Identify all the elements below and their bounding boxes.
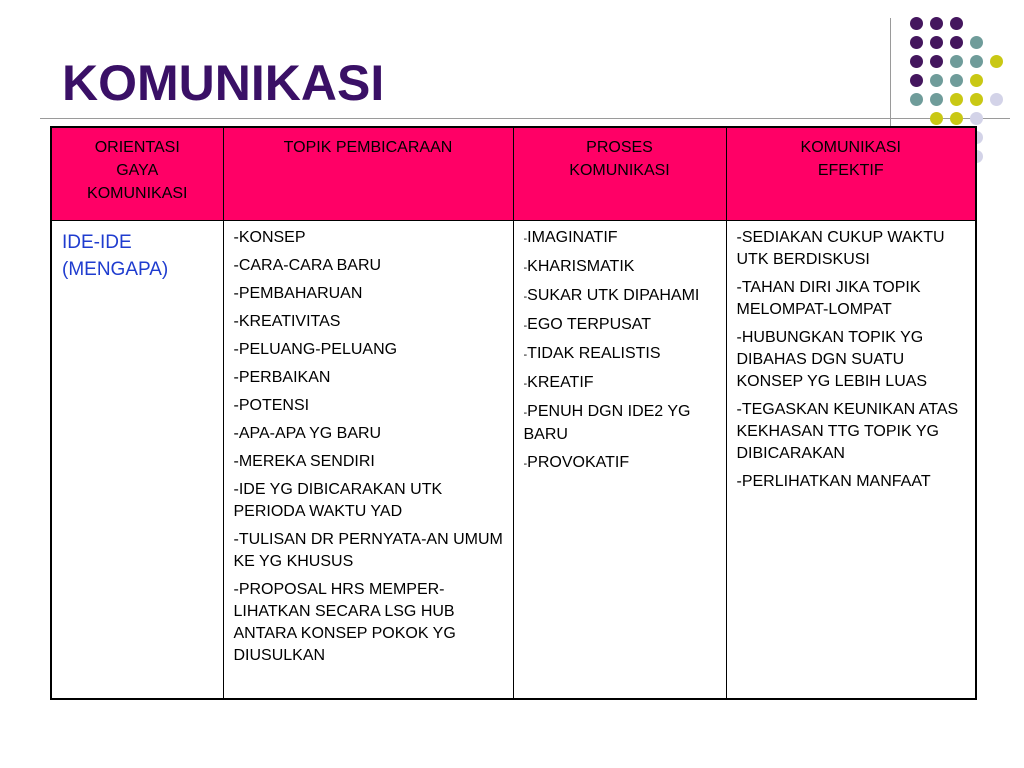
decor-dot <box>950 55 963 68</box>
decor-dot <box>950 74 963 87</box>
list-item: -PERBAIKAN <box>233 369 331 386</box>
list-item: -MEREKA SENDIRI <box>233 453 375 470</box>
decor-dot <box>950 93 963 106</box>
list-item-text: EGO TERPUSAT <box>527 316 652 333</box>
bullet-dash: - <box>523 407 528 419</box>
decor-dot <box>930 17 943 30</box>
header-topik: TOPIK PEMBICARAAN <box>223 127 513 221</box>
proses-cell <box>513 221 726 700</box>
proses-list <box>524 227 718 475</box>
decor-dot <box>930 74 943 87</box>
decor-dot <box>990 93 1003 106</box>
decor-dot <box>970 93 983 106</box>
list-item <box>524 452 718 475</box>
decor-dot <box>930 36 943 49</box>
list-item: -KREATIVITAS <box>233 313 341 330</box>
list-item <box>524 372 718 395</box>
row-label-cell <box>51 221 223 700</box>
list-item <box>524 256 718 279</box>
horizontal-divider <box>40 118 1010 119</box>
list-item: -PERLIHATKAN MANFAAT <box>736 473 931 490</box>
bullet-dash: - <box>523 458 528 470</box>
list-item-text: IMAGINATIF <box>527 229 618 246</box>
decor-dot <box>930 112 943 125</box>
bullet-dash: - <box>523 262 528 274</box>
list-item <box>524 314 718 337</box>
decor-dot <box>910 36 923 49</box>
table-row <box>51 221 976 700</box>
bullet-dash: - <box>523 378 528 390</box>
list-item-text: TIDAK REALISTIS <box>527 345 661 362</box>
slide-title: KOMUNIKASI <box>62 55 385 111</box>
communication-table-container <box>50 126 975 700</box>
decor-dot <box>990 55 1003 68</box>
list-item-text: SUKAR UTK DIPAHAMI <box>527 287 700 304</box>
bullet-dash: - <box>523 349 528 361</box>
list-item-text: KREATIF <box>527 374 594 391</box>
header-proses: PROSES KOMUNIKASI <box>513 127 726 221</box>
bullet-dash: - <box>523 320 528 332</box>
decor-dot <box>910 74 923 87</box>
communication-table <box>50 126 977 700</box>
list-item: -IDE YG DIBICARAKAN UTK PERIODA WAKTU YAD <box>233 481 443 520</box>
row-label-line: (MENGAPA) <box>62 259 169 280</box>
header-efektif: KOMUNIKASI EFEKTIF <box>726 127 976 221</box>
list-item: -APA-APA YG BARU <box>233 425 382 442</box>
topik-list <box>234 227 505 667</box>
list-item: -SEDIAKAN CUKUP WAKTU UTK BERDISKUSI <box>736 229 945 268</box>
decor-dot <box>930 55 943 68</box>
efektif-list <box>737 227 968 493</box>
decor-dot <box>970 36 983 49</box>
efektif-cell <box>726 221 976 700</box>
list-item <box>524 285 718 308</box>
bullet-dash: - <box>523 291 528 303</box>
list-item <box>524 401 718 446</box>
decor-dot <box>970 55 983 68</box>
decor-dot <box>910 17 923 30</box>
list-item: -PROPOSAL HRS MEMPER-LIHATKAN SECARA LSG HUB ANTARA KONSEP POKOK YG DIUSULKAN <box>233 581 456 664</box>
list-item-text: PENUH DGN IDE2 YG BARU <box>523 403 691 443</box>
list-item: -KONSEP <box>233 229 306 246</box>
bullet-dash: - <box>523 233 528 245</box>
topik-cell <box>223 221 513 700</box>
table-header-row <box>51 127 976 221</box>
list-item: -TEGASKAN KEUNIKAN ATAS KEKHASAN TTG TOPIK YG DIBICARAKAN <box>736 401 959 462</box>
list-item <box>524 343 718 366</box>
decor-dot <box>950 112 963 125</box>
list-item-text: PROVOKATIF <box>527 454 630 471</box>
list-item: -PELUANG-PELUANG <box>233 341 398 358</box>
list-item: -HUBUNGKAN TOPIK YG DIBAHAS DGN SUATU KONSEP YG LEBIH LUAS <box>736 329 928 390</box>
list-item: -POTENSI <box>233 397 310 414</box>
list-item <box>524 227 718 250</box>
decor-dot <box>910 93 923 106</box>
decor-dot <box>930 93 943 106</box>
row-label-line: IDE-IDE <box>62 232 132 253</box>
decor-dot <box>950 17 963 30</box>
decor-dot <box>910 55 923 68</box>
list-item: -CARA-CARA BARU <box>233 257 382 274</box>
decor-dot <box>970 74 983 87</box>
decor-dot <box>970 112 983 125</box>
header-orientasi: ORIENTASI GAYA KOMUNIKASI <box>51 127 223 221</box>
list-item: -TAHAN DIRI JIKA TOPIK MELOMPAT-LOMPAT <box>736 279 921 318</box>
list-item-text: KHARISMATIK <box>527 258 635 275</box>
list-item: -PEMBAHARUAN <box>233 285 363 302</box>
list-item: -TULISAN DR PERNYATA-AN UMUM KE YG KHUSUS <box>233 531 503 570</box>
decor-dot <box>950 36 963 49</box>
